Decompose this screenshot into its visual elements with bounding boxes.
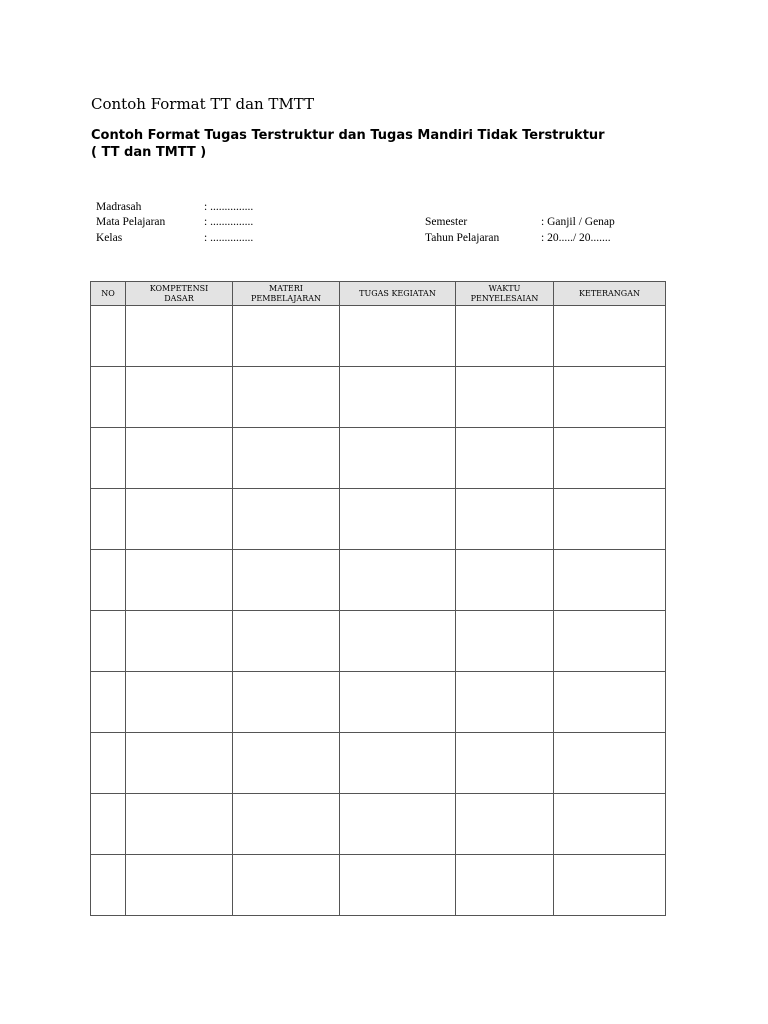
field-semester-value: : Ganjil / Genap [541,216,615,228]
table-row [91,611,666,672]
table-cell [126,428,233,489]
task-format-table [90,281,666,916]
table-cell [340,855,456,916]
header-kompetensi-dasar: KOMPETENSI DASAR [126,282,233,306]
table-cell [126,550,233,611]
table-cell [126,794,233,855]
table-cell [91,367,126,428]
table-cell [456,489,554,550]
table-cell [554,672,666,733]
table-row [91,794,666,855]
table-cell [91,489,126,550]
table-cell [233,672,340,733]
table-header-row [91,282,666,306]
table-cell [554,611,666,672]
table-cell [456,306,554,367]
table-row [91,428,666,489]
table-cell [91,672,126,733]
table-cell [340,611,456,672]
table-body [91,306,666,916]
header-no: NO [91,282,126,306]
table-cell [126,672,233,733]
field-mata-pelajaran-label: Mata Pelajaran [96,216,166,228]
table-cell [233,855,340,916]
table-cell [456,794,554,855]
header-keterangan: KETERANGAN [554,282,666,306]
table-cell [340,306,456,367]
table-cell [91,855,126,916]
table-cell [340,550,456,611]
table-cell [554,306,666,367]
table-cell [233,428,340,489]
header-materi-pembelajaran: MATERI PEMBELAJARAN [233,282,340,306]
table-cell [456,367,554,428]
table-row [91,733,666,794]
page-title: Contoh Format TT dan TMTT [91,95,315,113]
table-cell [554,550,666,611]
table-cell [340,428,456,489]
table-cell [554,428,666,489]
table-cell [126,367,233,428]
table-cell [456,672,554,733]
table-row [91,306,666,367]
heading-line-1: Contoh Format Tugas Terstruktur dan Tugas Mandiri Tidak Terstruktur [91,128,605,143]
table-cell [126,306,233,367]
document-heading [91,127,691,161]
field-kelas-value: : ............... [204,232,254,244]
table-cell [233,733,340,794]
table-cell [554,855,666,916]
table-cell [456,733,554,794]
table-cell [233,489,340,550]
table-row [91,672,666,733]
header-tugas-kegiatan: TUGAS KEGIATAN [340,282,456,306]
field-mata-pelajaran-value: : ............... [204,216,254,228]
field-tahun-pelajaran-label: Tahun Pelajaran [425,232,500,244]
table-cell [126,855,233,916]
header-waktu-penyelesaian: WAKTU PENYELESAIAN [456,282,554,306]
table-cell [126,489,233,550]
table-cell [340,672,456,733]
table-cell [91,794,126,855]
table-cell [456,550,554,611]
table-cell [340,489,456,550]
table-cell [554,489,666,550]
table-cell [91,306,126,367]
table-cell [340,733,456,794]
table-row [91,855,666,916]
field-semester-label: Semester [425,216,468,228]
table-cell [126,611,233,672]
table-cell [554,367,666,428]
field-tahun-pelajaran-value: : 20...../ 20....... [541,232,611,244]
table-cell [91,550,126,611]
field-kelas-label: Kelas [96,232,123,244]
table-cell [456,855,554,916]
table-cell [91,733,126,794]
table-row [91,550,666,611]
table-cell [233,550,340,611]
table-cell [554,733,666,794]
field-madrasah-value: : ............... [204,201,254,213]
table-cell [233,794,340,855]
table-cell [554,794,666,855]
table-cell [91,611,126,672]
table-cell [126,733,233,794]
table-cell [340,794,456,855]
table-cell [456,428,554,489]
table-row [91,367,666,428]
table-row [91,489,666,550]
field-madrasah-label: Madrasah [96,201,142,213]
table-cell [340,367,456,428]
table-cell [456,611,554,672]
heading-line-2: ( TT dan TMTT ) [91,145,207,160]
table-cell [233,367,340,428]
table-cell [233,611,340,672]
table-cell [233,306,340,367]
table-cell [91,428,126,489]
